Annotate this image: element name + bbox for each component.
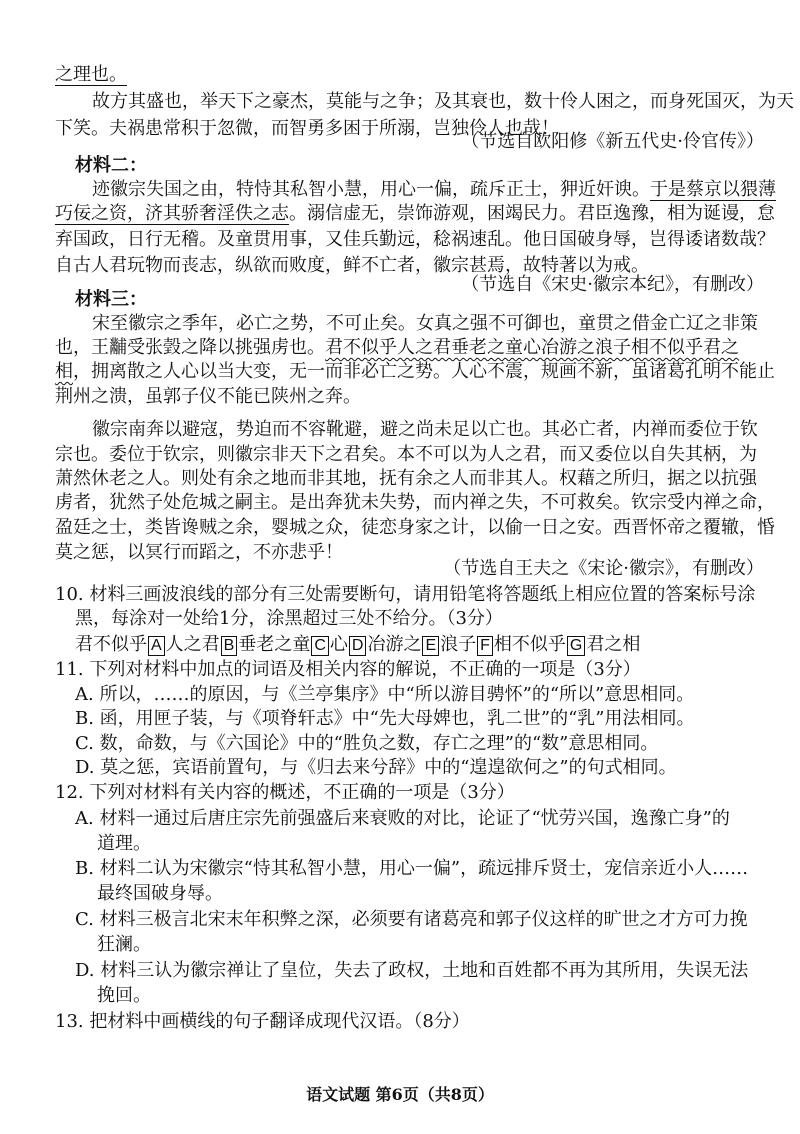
option-c[interactable]: C. 数，命数，与《六国论》中的“胜负之数，存亡之理”的“数”意思相同。 [75,733,659,754]
text-line: 之理也。 [55,64,127,85]
source-citation-2: （节选自《宋史·徽宗本纪》，有删改） [461,274,764,295]
option-c-cont: 狂澜。 [97,934,151,955]
text-line: 宗也。委位于钦宗，则徽宗非天下之君矣。本不可以为人之君，而又委位以自失其柄，为 [55,444,757,465]
answer-segment-line: 君不似乎 A 人之君 B 垂老之童 C 心 D 冶游之 E 浪子 F 相不似乎 G 君之相 [75,634,641,655]
question-stem-cont: 黑，每涂对一处给1分，涂黑超过三处不给分。（3分） [75,608,503,629]
option-b-cont: 最终国破身辱。 [97,883,223,904]
text-line: 莫之惩，以冥行而蹈之，不亦悲乎！ [55,542,343,563]
text-line: 萧然休老之人。则处有余之地而非其地，抚有余之人而非其人。权藉之所归，据之以抗强 [55,468,757,489]
question-stem: 11. 下列对材料中加点的词语及相关内容的解说，不正确的一项是（3分） [55,659,641,680]
question-stem: 13. 把材料中画横线的句子翻译成现代汉语。（8分） [55,1011,470,1032]
question-stem: 12. 下列对材料有关内容的概述，不正确的一项是（3分） [55,782,515,803]
option-d[interactable]: D. 材料三认为徽宗禅让了皇位，失去了政权，土地和百姓都不再为其所用，失误无法 [75,960,749,981]
option-a[interactable]: A. 材料一通过后唐庄宗先前强盛后来衰败的对比，论证了“忧劳兴国，逸豫亡身”的 [75,808,730,829]
option-a-cont: 道理。 [97,833,151,854]
answer-box-g[interactable]: G [567,636,585,656]
text-line: 虏者，犹然子处危城之嗣主。是出奔犹未失势，而内禅之失，不可救矣。钦宗受内禅之命， [55,492,775,513]
answer-box-f[interactable]: F [477,636,493,656]
footer: 语文试题 第6页（共8页） [306,1085,494,1104]
text-line: 迹徽宗失国之由，特恃其私智小慧，用心一偏，疏斥正士，狎近奸谀。于是蔡京以猥薄 [92,179,776,200]
text-line: 徽宗南奔以避寇，势迫而不容靴避，避之尚未足以亡也。其必亡者，内禅而委位于钦 [92,419,758,440]
option-b[interactable]: B. 函，用匣子装，与《项脊轩志》中“先大母婢也，乳二世”的“乳”用法相同。 [75,708,695,729]
option-d[interactable]: D. 莫之惩，宾语前置句，与《归去来兮辞》中的“遑遑欲何之”的句式相同。 [75,757,677,778]
answer-box-a[interactable]: A [148,636,165,656]
source-citation-3: （节选自王夫之《宋论·徽宗》，有删改） [443,558,764,579]
option-a[interactable]: A. 所以，……的原因，与《兰亭集序》中“所以游目骋怀”的“所以”意思相同。 [75,684,695,705]
text-line: 自古人君玩物而丧志，纵欲而败度，鲜不亡者，徽宗甚焉，故特著以为戒。 [55,255,649,276]
text-line: 盈廷之士，类皆谗贼之余，婴城之众，徒恋身家之计，以偷一日之安。西晋怀帝之覆辙，惛 [55,517,775,538]
material-2-title: 材料二： [75,155,147,176]
text-line: 宋至徽宗之季年，必亡之势，不可止矣。女真之强不可御也，童贯之借金亡辽之非策 [92,313,758,334]
question-stem: 10. 材料三画波浪线的部分有三处需要断句，请用铅笔将答题纸上相应位置的答案标号涂 [55,584,756,605]
text-line: 荆州之溃，虽郭子仪不能已陕州之奔。 [55,386,361,407]
material-3-title: 材料三： [75,289,147,310]
text-line: 也，王黼受张瑴之降以挑强虏也。君不似乎人之君垂老之童心冶游之浪子相不似乎君之 [55,337,739,358]
text-line: 相，拥离散之人心以当大变，无一而非必亡之势。人心不震，规画不新，虽诸葛孔明不能止 [55,361,775,382]
text-line: 巧佞之资，济其骄奢淫佚之志。溺信虚无，崇饰游观，困竭民力。君臣逸豫，相为诞谩，怠 [55,203,775,224]
option-d-cont: 挽回。 [97,985,151,1006]
text-line: 弃国政，日行无稽。及童贯用事，又佳兵勤远，稔祸速乱。他日国破身辱，岂得诿诸数哉？ [55,229,775,250]
answer-box-b[interactable]: B [221,636,238,656]
answer-box-e[interactable]: E [422,636,439,656]
option-c[interactable]: C. 材料三极言北宋末年积弊之深，必须要有诸葛亮和郭子仪这样的旷世之才方可力挽 [75,909,748,930]
answer-box-c[interactable]: C [311,636,329,656]
answer-box-d[interactable]: D [349,636,367,656]
source-citation-1: （节选自欧阳修《新五代史·伶官传》） [461,131,764,152]
text-line: 故方其盛也，举天下之豪杰，莫能与之争；及其衰也，数十伶人困之，而身死国灭，为天 [92,91,794,112]
text-line: 下笑。夫祸患常积于忽微，而智勇多困于所溺，岂独伶人也哉！ [55,118,559,139]
option-b[interactable]: B. 材料二认为宋徽宗“恃其私智小慧，用心一偏”，疏远排斥贤士，宠信亲近小人…… [75,858,749,879]
